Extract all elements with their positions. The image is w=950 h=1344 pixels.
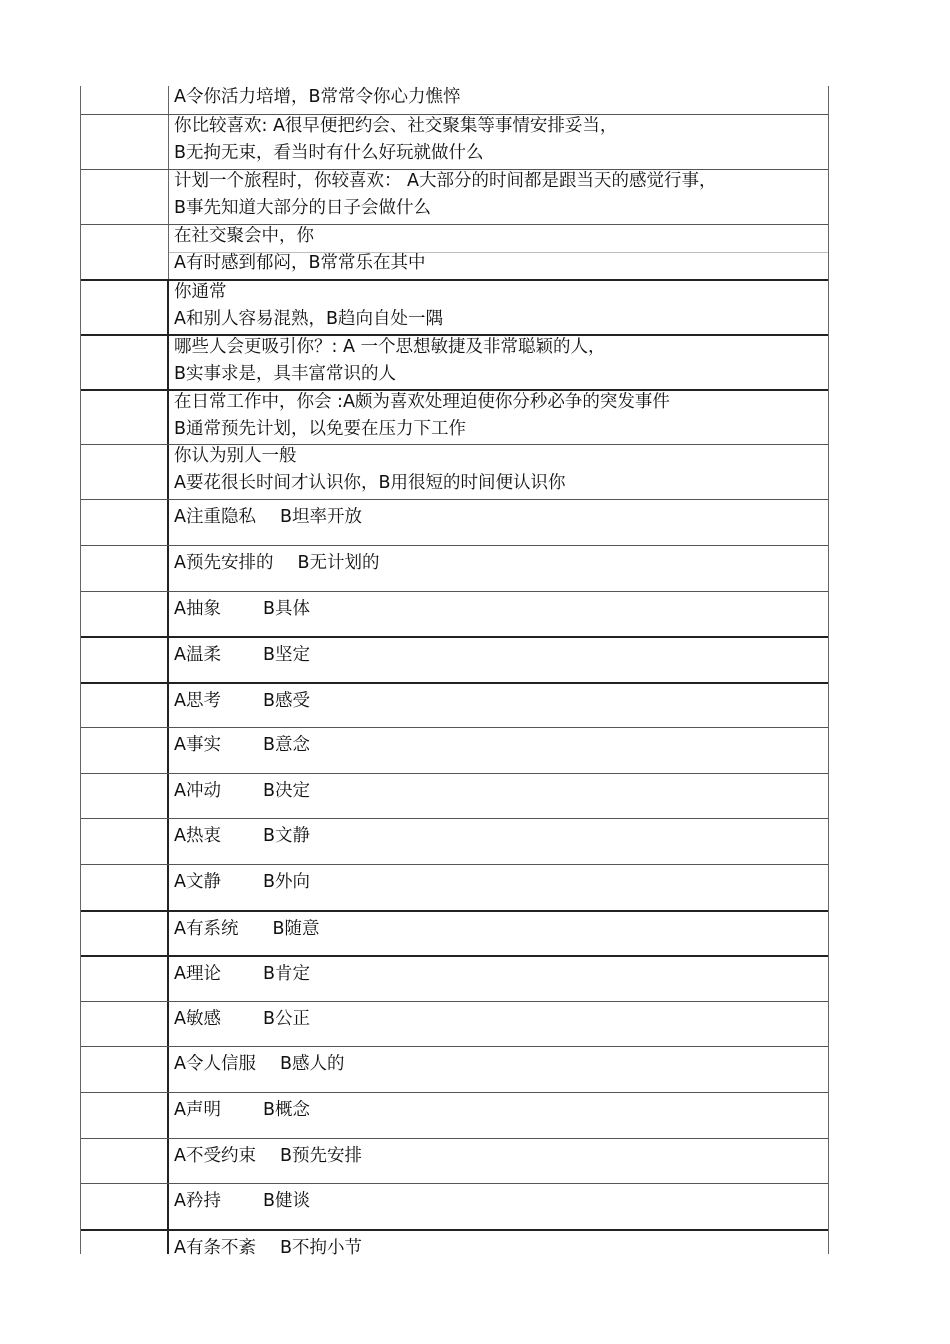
option-a: A有条不紊 [174,1238,256,1258]
table-row [81,169,828,224]
question-text [174,223,824,277]
table-row [81,86,828,114]
option-a: A抽象 [174,599,221,619]
option-b: B外向 [262,872,310,892]
number-cell [81,336,169,389]
table-row [81,955,828,1001]
number-cell [81,391,169,444]
question-line-b: B实事求是，具丰富常识的人 [174,364,397,384]
table-row [81,499,828,545]
question-line-a: 你比较喜欢: A很早便把约会、社交聚集等事情安排妥当， [174,116,618,136]
option-a: A有系统 [174,919,239,939]
number-cell [81,1093,169,1138]
number-cell [81,728,169,773]
question-text [174,279,824,333]
pair-text [174,732,824,759]
option-a: A注重隐私 [174,507,256,527]
option-b: B不拘小节 [279,1238,362,1258]
number-cell [81,1139,169,1183]
number-cell [81,912,169,955]
question-line-a: 在社交聚会中，你 [174,226,314,246]
number-cell [81,1047,169,1092]
option-b: B决定 [262,781,310,801]
option-a: A思考 [174,691,221,711]
question-line-b: B通常预先计划，以免要在压力下工作 [174,419,467,439]
question-line-a: 你认为别人一般 [174,446,297,466]
question-text [174,168,824,222]
table-row [81,1183,828,1229]
pair-text [174,642,824,669]
pair-text [174,961,824,988]
question-line-a: 你通常 [174,282,227,302]
pair-text [174,1097,824,1124]
number-cell [81,1231,169,1254]
question-text [174,389,824,443]
table-row [81,1229,828,1258]
question-text [174,443,824,497]
table-row [81,545,828,591]
number-cell [81,957,169,1001]
pair-text [174,596,824,623]
option-a: A不受约束 [174,1146,256,1166]
pair-text [174,823,824,850]
option-b: B文静 [262,826,310,846]
table-row [81,444,828,499]
question-line-a: 哪些人会更吸引你？: A 一个思想敏捷及非常聪颖的人， [174,337,606,357]
table-row [81,1001,828,1046]
option-a: A声明 [174,1100,221,1120]
question-text [174,334,824,388]
option-a: A温柔 [174,645,221,665]
question-line-b: A和别人容易混熟，B趋向自处一隅 [174,309,443,329]
number-cell [81,1184,169,1229]
number-cell [81,281,169,334]
question-line-b: B无拘无束，看当时有什么好玩就做什么 [174,143,484,163]
question-line-a: A令你活力培增，B常常令你心力憔悴 [174,87,461,107]
option-b: B具体 [262,599,310,619]
question-line-b: A要花很长时间才认识你，B用很短的时间便认识你 [174,473,566,493]
option-b: B随意 [272,919,320,939]
pair-text [174,550,824,577]
number-cell [81,225,169,279]
table-row [81,682,828,727]
option-a: A热衷 [174,826,221,846]
questionnaire-table [80,86,829,1258]
option-b: B感受 [262,691,310,711]
table-row [81,1046,828,1092]
table-row [81,1138,828,1183]
table-row [81,591,828,636]
number-cell [81,86,169,114]
pair-text [174,1188,824,1215]
option-a: A文静 [174,872,221,892]
option-a: A冲动 [174,781,221,801]
number-cell [81,115,169,169]
pair-text [174,778,824,805]
pair-text [174,688,824,715]
option-b: B感人的 [279,1054,345,1074]
table-row [81,636,828,682]
option-a: A敏感 [174,1009,221,1029]
number-cell [81,445,169,499]
pair-text [174,504,824,531]
number-cell [81,684,169,727]
option-b: B坚定 [262,645,310,665]
question-line-b: B事先知道大部分的日子会做什么 [174,198,432,218]
table-row [81,224,828,279]
option-a: A预先安排的 [174,553,274,573]
option-b: B意念 [262,735,310,755]
number-cell [81,500,169,545]
pair-text [174,869,824,896]
number-cell [81,592,169,636]
option-a: A令人信服 [174,1054,256,1074]
number-cell [81,170,169,224]
pair-text [174,1143,824,1170]
question-text [174,84,824,111]
question-line-b: A有时感到郁闷，B常常乐在其中 [174,253,426,273]
option-a: A事实 [174,735,221,755]
option-b: B坦率开放 [279,507,362,527]
pair-text [174,1235,824,1262]
option-b: B健谈 [262,1191,310,1211]
number-cell [81,638,169,682]
option-a: A矜持 [174,1191,221,1211]
option-b: B公正 [262,1009,310,1029]
option-b: B肯定 [262,964,310,984]
table-row [81,279,828,334]
table-row [81,389,828,444]
pair-text [174,1006,824,1033]
option-b: B概念 [262,1100,310,1120]
number-cell [81,819,169,864]
number-cell [81,774,169,818]
table-row [81,1092,828,1138]
table-row [81,773,828,818]
option-b: B预先安排 [279,1146,362,1166]
number-cell [81,546,169,591]
number-cell [81,1002,169,1046]
table-row [81,727,828,773]
table-row [81,864,828,910]
question-line-a: 在日常工作中，你会 :A颇为喜欢处理迫使你分秒必争的突发事件 [174,392,670,412]
table-row [81,114,828,169]
number-cell [81,865,169,910]
question-line-a: 计划一个旅程时，你较喜欢： A大部分的时间都是跟当天的感觉行事， [174,171,717,191]
option-b: B无计划的 [297,553,380,573]
option-a: A理论 [174,964,221,984]
pair-text [174,916,824,943]
table-row [81,910,828,955]
question-text [174,113,824,167]
table-row [81,334,828,389]
pair-text [174,1051,824,1078]
table-row [81,818,828,864]
